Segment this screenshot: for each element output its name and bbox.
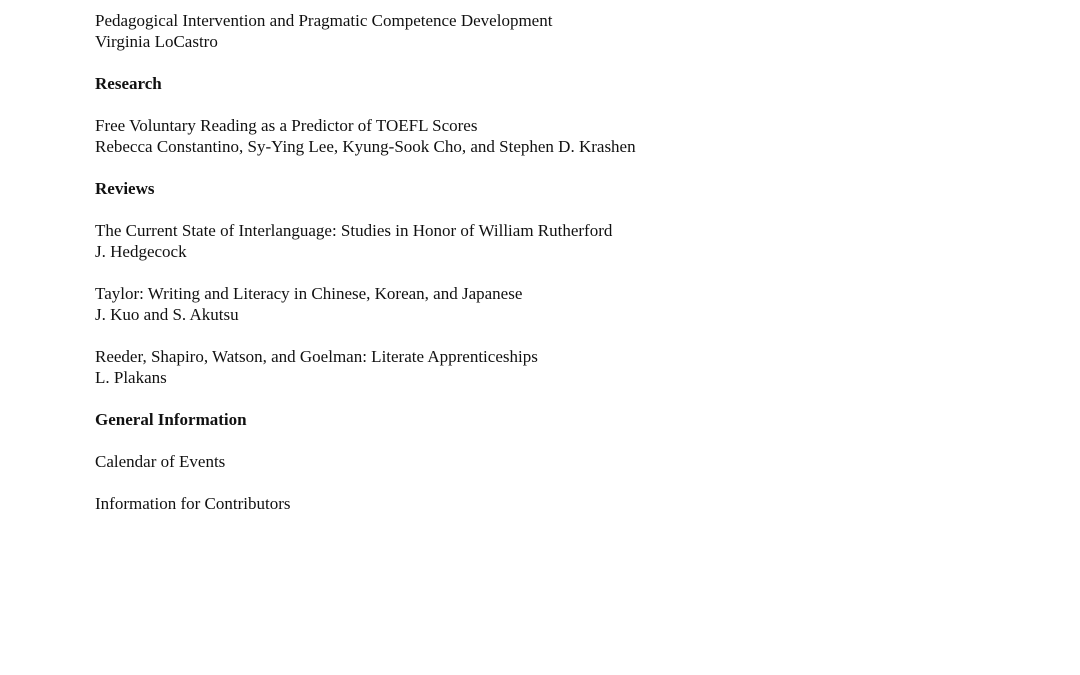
section-reviews (95, 178, 995, 388)
table-of-contents (95, 10, 995, 514)
spacer (95, 262, 995, 283)
entry-author: L. Plakans (95, 368, 167, 387)
spacer (95, 388, 995, 409)
section-heading-reviews: Reviews (95, 179, 155, 198)
spacer (95, 157, 995, 178)
spacer (95, 52, 995, 73)
toc-entry (95, 283, 995, 325)
section-general-information (95, 409, 995, 514)
entry-calendar-of-events: Calendar of Events (95, 452, 226, 471)
entry-title: The Current State of Interlanguage: Studies in Honor of William Rutherford (95, 221, 613, 240)
toc-entry (95, 115, 995, 157)
entry-author: Virginia LoCastro (95, 32, 218, 51)
toc-entry (95, 10, 995, 52)
spacer (95, 472, 995, 493)
toc-entry (95, 220, 995, 262)
entry-title: Pedagogical Intervention and Pragmatic Competence Development (95, 11, 553, 30)
entry-title: Taylor: Writing and Literacy in Chinese, Korean, and Japanese (95, 284, 523, 303)
entry-title: Free Voluntary Reading as a Predictor of TOEFL Scores (95, 116, 478, 135)
section-research (95, 73, 995, 157)
section-heading-general-information: General Information (95, 410, 247, 429)
entry-author: J. Kuo and S. Akutsu (95, 305, 239, 324)
section-heading-research: Research (95, 74, 162, 93)
toc-entry (95, 346, 995, 388)
spacer (95, 325, 995, 346)
entry-author: J. Hedgecock (95, 242, 187, 261)
spacer (95, 199, 995, 220)
entry-title: Reeder, Shapiro, Watson, and Goelman: Literate Apprenticeships (95, 347, 538, 366)
entry-author: Rebecca Constantino, Sy-Ying Lee, Kyung-Sook Cho, and Stephen D. Krashen (95, 137, 636, 156)
spacer (95, 94, 995, 115)
entry-information-for-contributors: Information for Contributors (95, 494, 291, 513)
spacer (95, 430, 995, 451)
